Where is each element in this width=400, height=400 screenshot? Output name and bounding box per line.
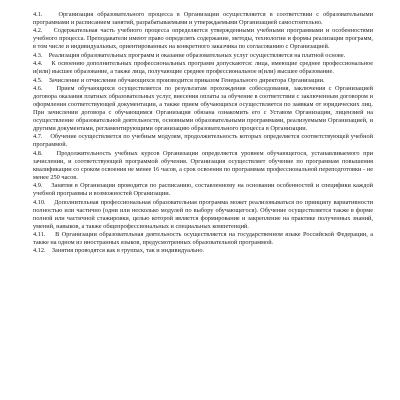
paragraph-number: 4.1.: [33, 11, 43, 18]
paragraph-4-2: [33, 27, 373, 51]
paragraph-4-10: [33, 199, 373, 231]
paragraph-text: В Организации образовательная деятельность осуществляется на государственном языке Российской Федерации, а также на одном из иностранных языков, предусмотренных образовательной программой.: [33, 230, 374, 246]
paragraph-text: Прием обучающихся осуществляется по результатам прохождения собеседования, заключения с Организацией договора оказания платных образовательных услуг, внесения оплаты за обучение в соответствии с заключенным договором и оформления соответствующей документации, а также прием обучающихся осуществляется по заявкам от юридических лиц. При зачислении договора с обучающимся Организация обязана ознакомить его с Уставом Организации, лицензией на осуществление образовательной деятельности, основными образовательными программами, реализуемыми Организацией, и другими документами, регламентирующими организацию образовательного процесса в Организации.: [33, 84, 373, 132]
paragraph-4-4: [33, 60, 373, 76]
paragraph-number: 4.12.: [33, 247, 46, 255]
paragraph-number: 4.7.: [33, 133, 43, 141]
paragraph-4-5: [33, 77, 373, 85]
paragraph-text: Реализация образовательных программ и оказание образовательных услуг осуществляется на платной основе.: [48, 51, 346, 59]
paragraph-number: 4.10.: [33, 198, 46, 206]
paragraph-text: Организация образовательного процесса в Организации осуществляется в соответствии с образовательными программами и расписанием занятий, разрабатываемыми и утверждаемыми Организацией самостоятельно.: [33, 11, 374, 26]
paragraph-4-9: [33, 182, 373, 198]
paragraph-4-1: [33, 11, 373, 27]
document-text: [33, 11, 373, 256]
paragraph-number: 4.6.: [33, 84, 43, 92]
paragraph-4-11: [33, 231, 373, 247]
paragraph-text: Дополнительная профессиональная образовательная программа может реализовываться по принципу вариативности полностью или частично (одни или несколько модулей по выбору обучающегося). Обучение осуществляется также в форме полной или частичной стажировки, целью которой является формирование и закрепление на практике полученных знаний, умений, навыков, а также общепрофессиональных и специальных компетенций.: [33, 198, 373, 230]
paragraph-4-12: [33, 247, 373, 255]
paragraph-text: Зачисление и отчисление обучающихся производится приказом Генерального директора Организации.: [48, 76, 325, 84]
paragraph-text: Занятия проводятся как в группах, так и индивидуально.: [51, 247, 205, 255]
paragraph-number: 4.5.: [33, 76, 43, 84]
paragraph-number: 4.11.: [33, 230, 46, 238]
paragraph-text: Содержательная часть учебного процесса определяется утвержденными учебными программами и особенностями учебного процесса. Преподаватели имеют право определять содержание, методы, технологии и формы реализации программ, в том числе и индивидуальных, ориентированных на конкретного заказчика по согласованию с Организацией.: [33, 27, 374, 51]
paragraph-4-6: [33, 85, 373, 133]
paragraph-number: 4.3.: [33, 51, 43, 59]
paragraph-number: 4.2.: [33, 27, 43, 35]
paragraph-number: 4.9.: [33, 182, 43, 190]
paragraph-4-3: [33, 52, 373, 60]
paragraph-number: 4.8.: [33, 149, 43, 157]
paragraph-text: Обучение осуществляется по учебным модулям, продолжительность которых определяется соответствующей учебной программой.: [33, 133, 373, 149]
paragraph-4-7: [33, 133, 373, 149]
paragraph-text: К освоению дополнительных профессиональных программ допускаются: лица, имеющие среднее профессиональное и(или) высшее образование, а также лица, получающие среднее профессиональное и(или) высшее образование.: [33, 60, 373, 76]
paragraph-4-8: [33, 150, 373, 182]
paragraph-text: Занятия в Организации проводятся по расписанию, составленному на основании особенностей и специфики каждой учебной программы и возможностей Организации.: [33, 182, 373, 198]
paragraph-text: Продолжительность учебных курсов Организации определяется уровнем обучающегося, устанавливаемого при зачислении, и соответствующей программой обучения. Организация осуществляет обучение по программам повышения квалификации со сроком освоения не менее 16 часов, а срок освоения по программам профессиональной переподготовки - не менее 250 часов.: [33, 149, 373, 181]
paragraph-number: 4.4.: [33, 60, 43, 68]
